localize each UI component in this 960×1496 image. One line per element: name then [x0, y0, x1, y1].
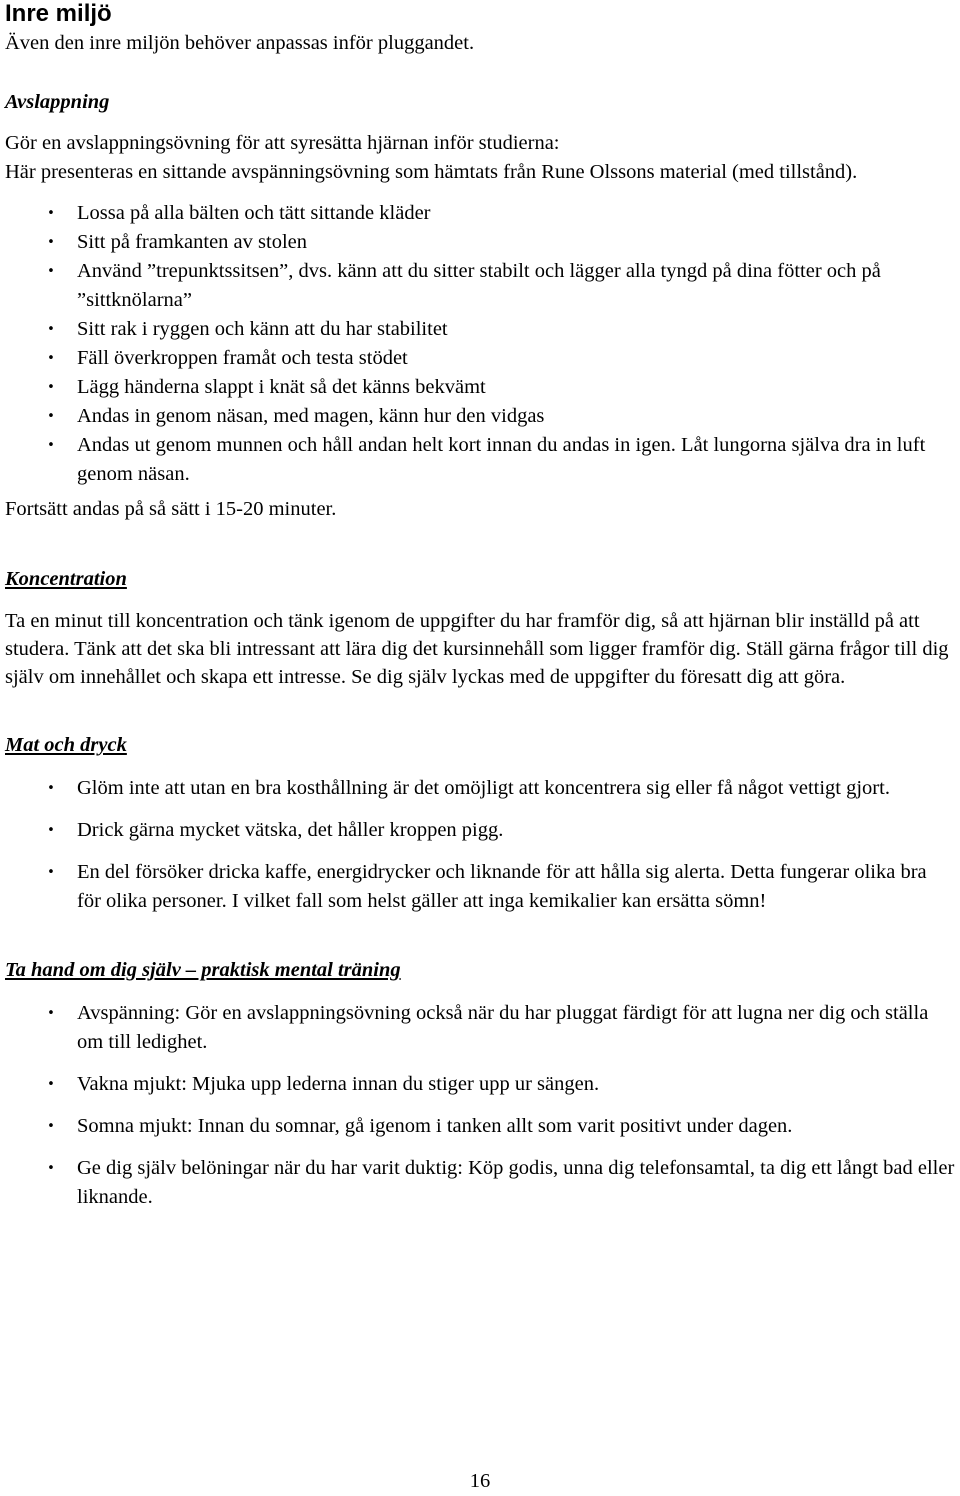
- section-title-tahand: Ta hand om dig själv – praktisk mental träning: [5, 959, 401, 981]
- list-item-text: Glöm inte att utan en bra kosthållning är det omöjligt att koncentrera sig eller få något vettigt gjort.: [77, 777, 890, 799]
- list-item-text: Somna mjukt: Innan du somnar, gå igenom i tanken allt som varit positivt under dagen.: [77, 1115, 793, 1137]
- list-item-text: Sitt på framkanten av stolen: [77, 231, 307, 253]
- list-item: [5, 1112, 955, 1141]
- list-item: [5, 373, 955, 402]
- avslappning-text-2: Här presenteras en sittande avspänningsövning som hämtats från Rune Olssons material (med tillstånd).: [5, 161, 858, 183]
- intro-text: Även den inre miljön behöver anpassas inför pluggandet.: [5, 32, 475, 54]
- bullet-icon: •: [47, 1077, 55, 1092]
- list-item-text: Andas in genom näsan, med magen, känn hur den vidgas: [77, 405, 545, 427]
- bullet-icon: •: [47, 264, 55, 279]
- list-item: [5, 315, 955, 344]
- list-item-text: Andas ut genom munnen och håll andan helt kort innan du andas in igen. Låt lungorna själva dra in luft genom näsan.: [77, 434, 926, 485]
- section-title-koncentration: Koncentration: [5, 568, 127, 590]
- section-title-mat: Mat och dryck: [5, 734, 127, 756]
- page-number: 16: [469, 1470, 491, 1492]
- koncentration-text: Ta en minut till koncentration och tänk igenom de uppgifter du har framför dig, så att hjärnan blir inställd på att studera. Tänk att det ska bli intressant att lära dig det kursinnehåll som ligger framför dig. Ställ gärna frågor till dig själv om innehållet och skapa ett intresse. Se dig själv lyckas med de uppgifter du föresatt dig att göra.: [5, 610, 949, 688]
- bullet-icon: •: [47, 380, 55, 395]
- bullet-icon: •: [47, 235, 55, 250]
- list-item-text: Fäll överkroppen framåt och testa stödet: [77, 347, 408, 369]
- mat-list: [5, 774, 955, 916]
- bullet-icon: •: [47, 351, 55, 366]
- list-item-text: Använd ”trepunktssitsen”, dvs. känn att du sitter stabilt och lägger alla tyngd på dina fötter och på ”sittknölarna”: [77, 260, 881, 311]
- list-item: [5, 431, 955, 489]
- document-page: [5, 0, 955, 1212]
- list-item: [5, 257, 955, 315]
- list-item-text: Lossa på alla bälten och tätt sittande kläder: [77, 202, 431, 224]
- list-item: [5, 816, 955, 845]
- list-item-text: Avspänning: Gör en avslappningsövning också när du har pluggat färdigt för att lugna ner dig och ställa om till ledighet.: [77, 1002, 929, 1053]
- list-item-text: Sitt rak i ryggen och känn att du har stabilitet: [77, 318, 448, 340]
- list-item-text: En del försöker dricka kaffe, energidrycker och liknande för att hålla sig alerta. Detta fungerar olika bra för olika personer. I vilket fall som helst gäller att inga kemikalier kan ersätta sömn!: [77, 861, 927, 912]
- list-item: [5, 858, 955, 916]
- bullet-icon: •: [47, 823, 55, 838]
- list-item-text: Lägg händerna slappt i knät så det känns bekvämt: [77, 376, 486, 398]
- bullet-icon: •: [47, 322, 55, 337]
- tahand-list: [5, 999, 955, 1212]
- avslappning-closing: Fortsätt andas på så sätt i 15-20 minuter.: [5, 498, 337, 520]
- bullet-icon: •: [47, 1161, 55, 1176]
- list-item-text: Vakna mjukt: Mjuka upp lederna innan du stiger upp ur sängen.: [77, 1073, 600, 1095]
- list-item: [5, 774, 955, 803]
- bullet-icon: •: [47, 438, 55, 453]
- list-item-text: Ge dig själv belöningar när du har varit duktig: Köp godis, unna dig telefonsamtal, ta dig ett långt bad eller liknande.: [77, 1157, 955, 1208]
- avslappning-list: [5, 199, 955, 489]
- bullet-icon: •: [47, 409, 55, 424]
- list-item: [5, 402, 955, 431]
- bullet-icon: •: [47, 206, 55, 221]
- list-item: [5, 1070, 955, 1099]
- bullet-icon: •: [47, 1119, 55, 1134]
- list-item: [5, 344, 955, 373]
- list-item: [5, 228, 955, 257]
- list-item: [5, 999, 955, 1057]
- section-title-avslappning: Avslappning: [5, 91, 110, 113]
- avslappning-text-1: Gör en avslappningsövning för att syresätta hjärnan inför studierna:: [5, 132, 560, 154]
- bullet-icon: •: [47, 781, 55, 796]
- bullet-icon: •: [47, 865, 55, 880]
- list-item-text: Drick gärna mycket vätska, det håller kroppen pigg.: [77, 819, 504, 841]
- list-item: [5, 199, 955, 228]
- bullet-icon: •: [47, 1006, 55, 1021]
- page-heading: Inre miljö: [5, 0, 112, 27]
- list-item: [5, 1154, 955, 1212]
